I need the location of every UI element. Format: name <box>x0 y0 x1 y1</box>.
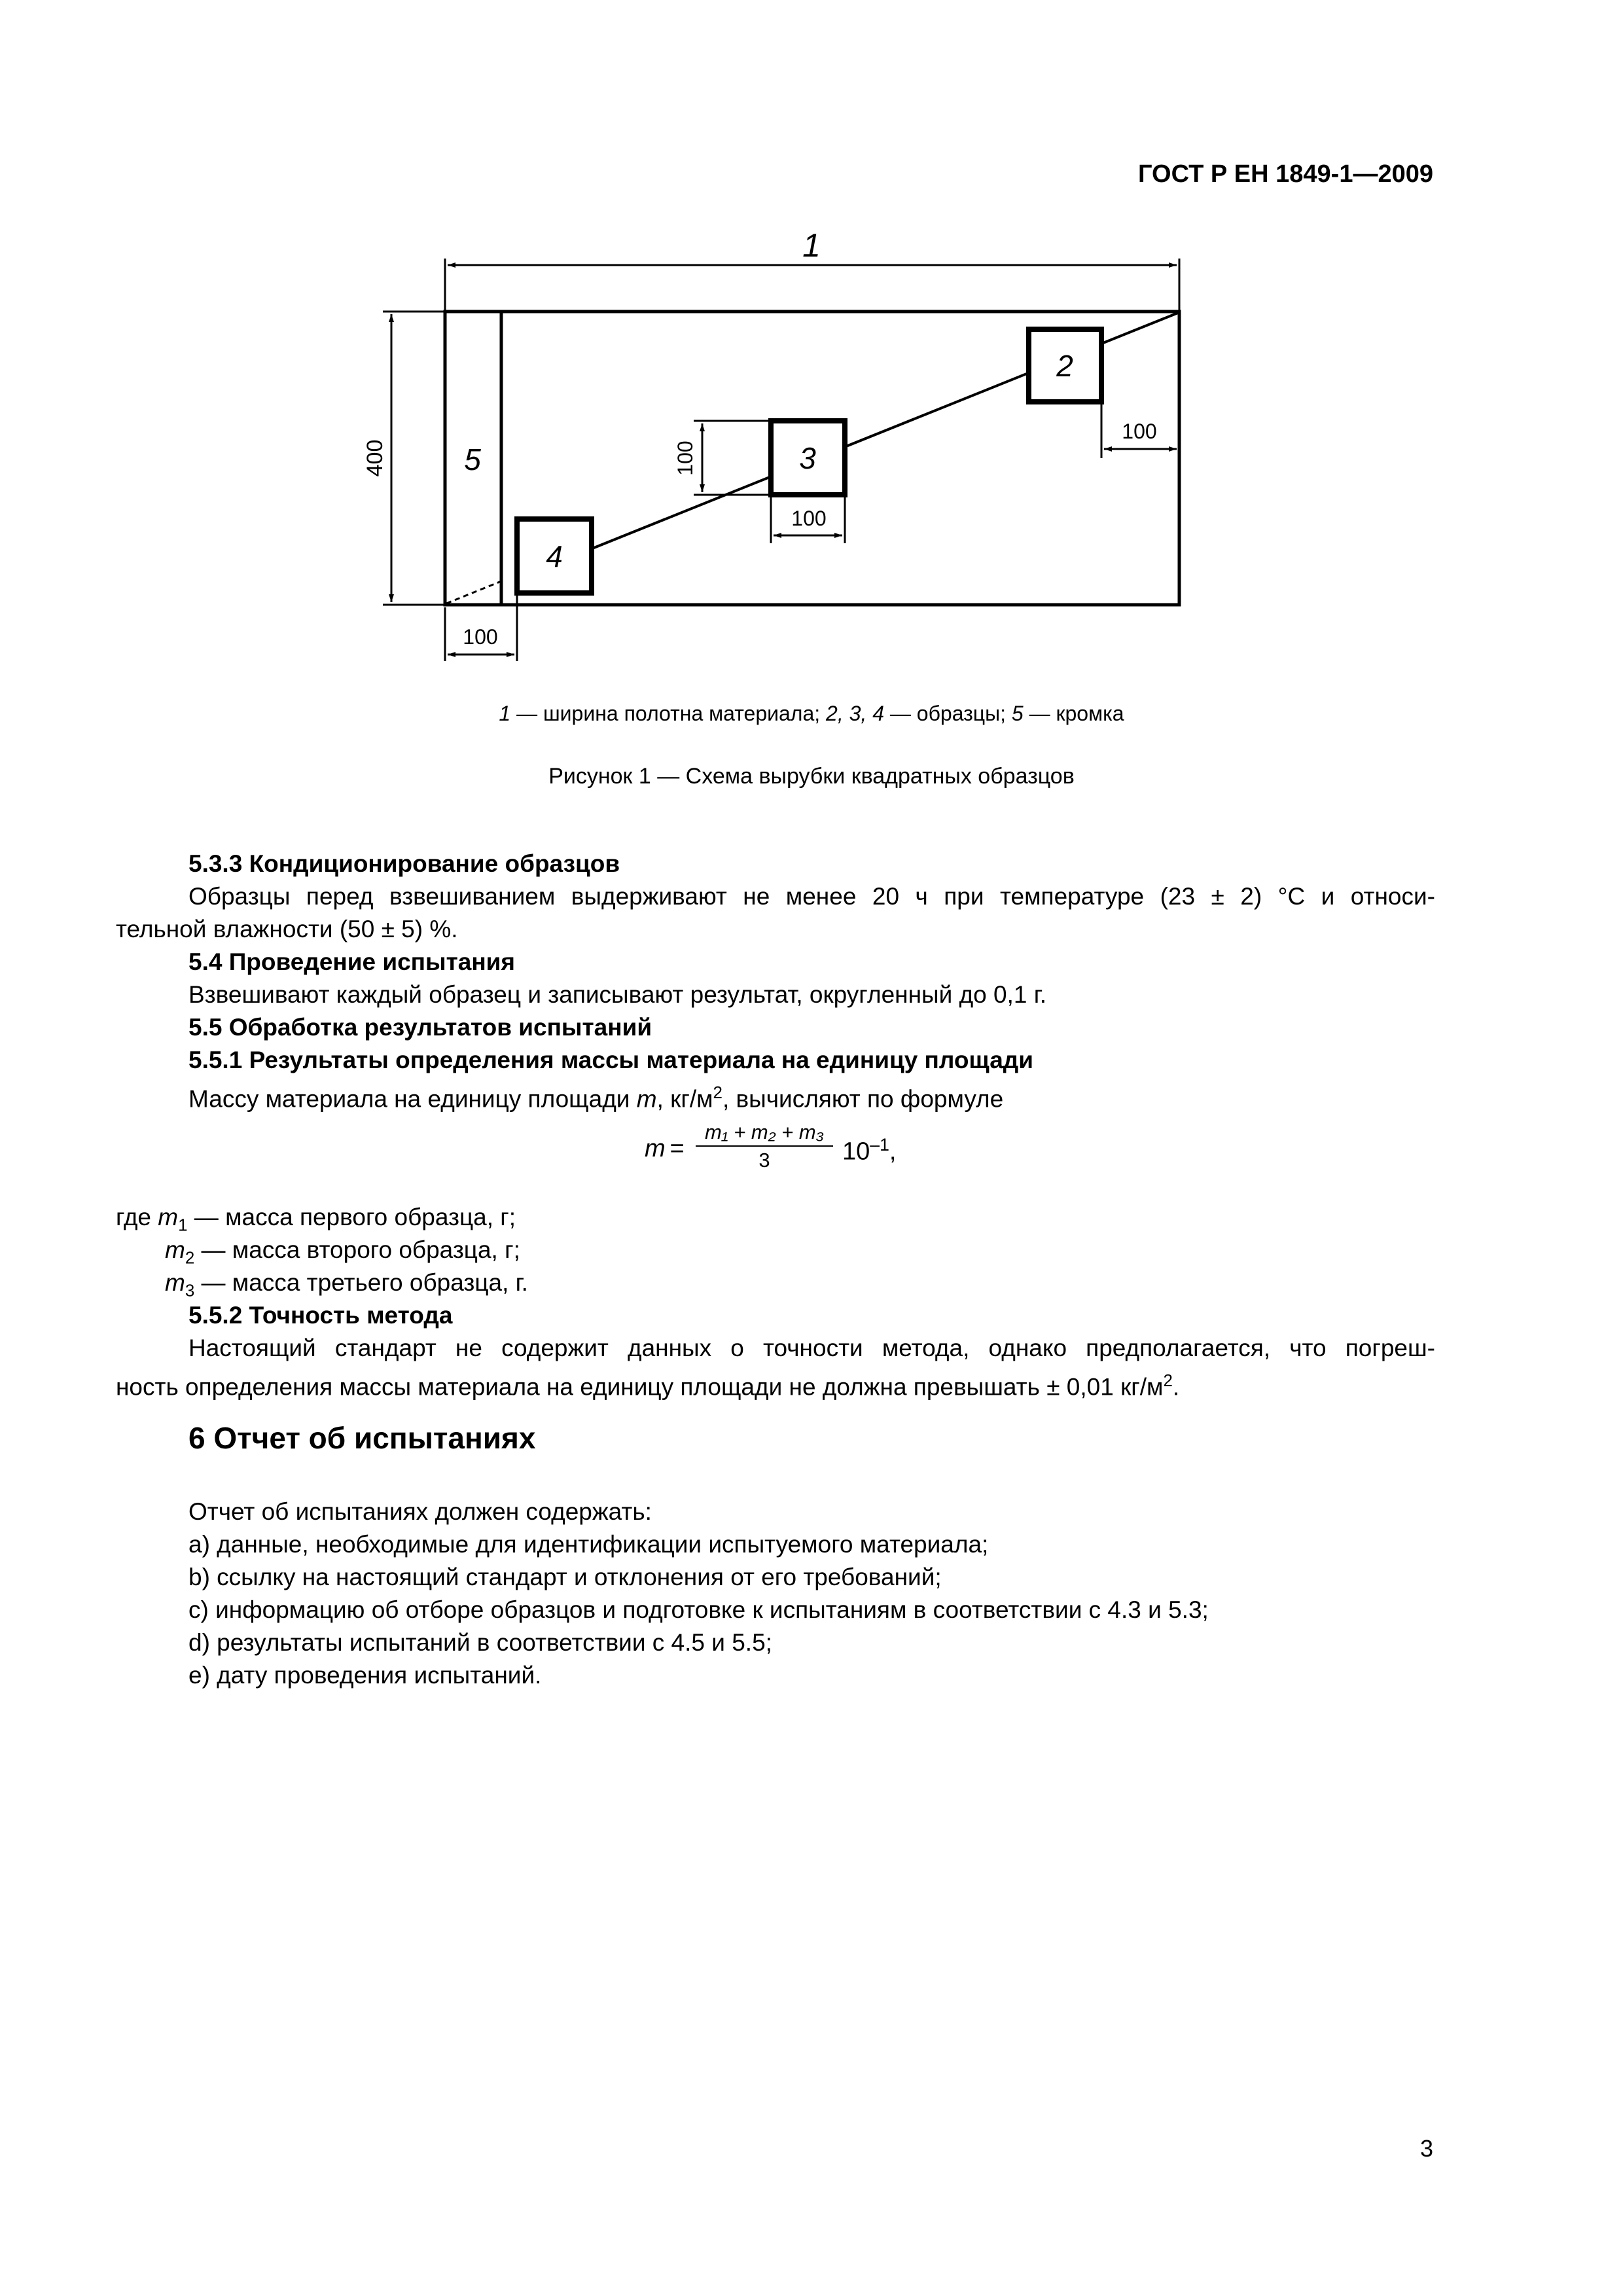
list-item-d: d) результаты испытаний в соответствии с 4.5 и 5.5; <box>188 1629 772 1656</box>
section-5-4-title: 5.4 Проведение испытания <box>188 948 516 975</box>
section-5-3-3-para-line1: Образцы перед взвешиванием выдерживают не менее 20 ч при температуре (23 ± 2) °С и относи- <box>188 883 1435 910</box>
label-sample-2: 2 <box>1056 349 1073 383</box>
page-number: 3 <box>1419 2135 1433 2162</box>
section-5-5-2-para-line2: ность определения массы материала на единицу площади не должна превышать ± 0,01 $кг/м^2$. <box>116 1372 1180 1401</box>
section-5-5-2-title: 5.5.2 Точность метода <box>188 1302 453 1329</box>
list-item-e: e) дату проведения испытаний. <box>188 1662 542 1689</box>
label-dim-100-mid: 100 <box>791 507 827 530</box>
label-edge: 5 <box>464 442 481 476</box>
label-sample-3: 3 <box>799 441 816 475</box>
sampling-diagram <box>0 0 1623 694</box>
edge-dash <box>446 581 501 603</box>
label-dim-100-right: 100 <box>1122 420 1157 443</box>
section-5-4-para: Взвешивают каждый образец и записывают результат, округленный до 0,1 г. <box>188 981 1046 1008</box>
label-sample-4: 4 <box>546 539 563 573</box>
where-line-1: где $m_1$ — масса первого образца, г; <box>116 1204 516 1235</box>
list-item-c: c) информацию об отборе образцов и подготовке к испытаниям в соответствии с 4.3 и 5.3; <box>188 1596 1209 1623</box>
section-6-intro: Отчет об испытаниях должен содержать: <box>188 1498 652 1525</box>
list-item-b: b) ссылку на настоящий стандарт и отклонения от его требований; <box>188 1564 942 1590</box>
section-6-title: 6 Отчет об испытаниях <box>188 1421 536 1455</box>
formula-numerator: m₁ + m₂ + m₃ <box>696 1119 833 1147</box>
list-item-a: a) данные, необходимые для идентификации испытуемого материала; <box>188 1531 989 1558</box>
where-line-2: $m_2$ — масса второго образца, г; <box>165 1236 520 1268</box>
label-dim-100-bottom: 100 <box>463 625 498 649</box>
formula-denominator: 3 <box>758 1149 770 1172</box>
section-5-5-1-para: Массу материала на единицу площади m, $кг/м^2$, вычисляют по формуле <box>188 1084 1004 1113</box>
standard-header: ГОСТ Р ЕН 1849-1—2009 <box>1138 160 1433 188</box>
section-5-5-title: 5.5 Обработка результатов испытаний <box>188 1014 652 1041</box>
where-line-3: $m_3$ — масса третьего образца, г. <box>165 1269 528 1300</box>
label-dim-100-vertical: 100 <box>673 440 697 476</box>
section-5-5-1-title: 5.5.1 Результаты определения массы материала на единицу площади <box>188 1047 1034 1073</box>
label-dim-400: 400 <box>363 439 387 477</box>
figure-caption: Рисунок 1 — Схема вырубки квадратных образцов <box>548 764 1075 789</box>
figure-legend: 1 — ширина полотна материала; 2, 3, 4 — образцы; 5 — кромка <box>499 702 1124 725</box>
section-5-3-3-para-line2: тельной влажности (50 ± 5) %. <box>116 916 458 942</box>
section-5-5-2-para-line1: Настоящий стандарт не содержит данных о точности метода, однако предполагается, что погреш- <box>188 1335 1435 1361</box>
section-5-3-3-title: 5.3.3 Кондиционирование образцов <box>188 850 620 877</box>
label-width: 1 <box>802 227 821 264</box>
